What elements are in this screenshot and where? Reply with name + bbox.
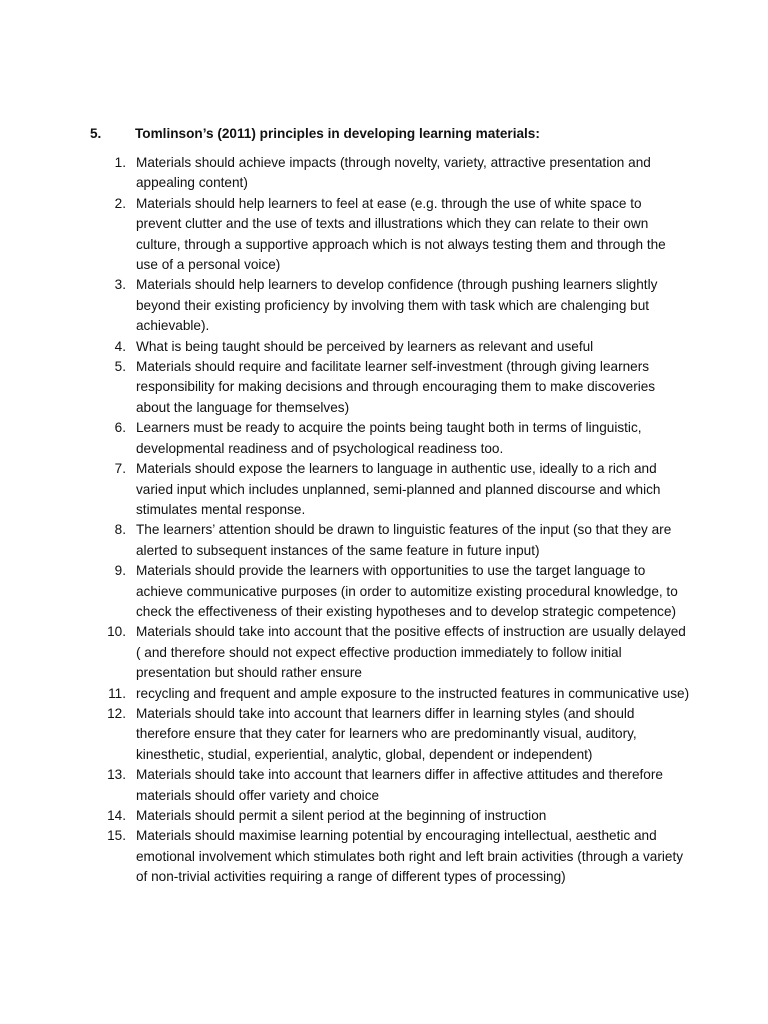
list-item [100, 806, 690, 826]
list-item-number: 14. [107, 808, 126, 823]
list-item-text: Materials should take into account that learners differ in affective attitudes and therefore materials should offer variety and choice [136, 767, 663, 803]
list-item-text: Materials should help learners to feel at ease (e.g. through the use of white space to prevent clutter and the use of texts and illustrations which they can relate to their own culture, through a supportive approach which is not always testing them and through the use of a personal voice) [136, 195, 666, 273]
list-item-text: Materials should require and facilitate learner self-investment (through giving learners responsibility for making decisions and through encouraging them to make discoveries about the language for themselves) [136, 359, 656, 415]
list-item-text: Materials should expose the learners to language in authentic use, ideally to a rich and varied input which includes unplanned, semi-planned and planned discourse and which stimulates mental response. [136, 461, 661, 517]
list-item-text: Learners must be ready to acquire the points being taught both in terms of linguistic, developmental readiness and of psychological readiness too. [136, 420, 642, 456]
list-item [100, 418, 690, 459]
list-item-text: Materials should achieve impacts (through novelty, variety, attractive presentation and appealing content) [136, 155, 651, 191]
list-item-text: Materials should help learners to develop confidence (through pushing learners slightly beyond their existing proficiency by involving them with task which are chalenging but achievable). [136, 277, 658, 334]
list-item [100, 684, 690, 704]
list-item-number: 12. [107, 705, 126, 721]
list-item [100, 153, 690, 194]
list-item-number: 9. [114, 563, 126, 579]
list-item-text: Materials should provide the learners with opportunities to use the target language to achieve communicative purposes (in order to automitize existing procedural knowledge, to check the effectiveness of their existing hypotheses and to develop strategic competence) [136, 563, 678, 619]
list-item [100, 826, 690, 887]
list-item [100, 561, 690, 622]
list-item [100, 704, 690, 765]
list-item-text: Materials should take into account that the positive effects of instruction are usually delayed ( and therefore should not expect effective production immediately to follow initial presentation but should rather ensure [136, 624, 686, 681]
list-item-number: 10. [107, 624, 126, 640]
list-item [100, 194, 690, 276]
list-item-number: 7. [114, 461, 126, 477]
section-number: 5. [90, 126, 102, 141]
list-item [100, 459, 690, 520]
list-item-number: 8. [114, 522, 126, 538]
list-item-text: recycling and frequent and ample exposure to the instructed features in communicative use) [136, 685, 690, 701]
list-item [100, 357, 690, 418]
section-title: Tomlinson’s (2011) principles in developing learning materials: [135, 126, 540, 141]
list-item [100, 275, 690, 336]
list-item-text: Materials should maximise learning potential by encouraging intellectual, aesthetic and emotional involvement which stimulates both right and left brain activities (through a variety of non-trivial activities requiring a range of different types of processing) [136, 828, 684, 885]
list-item-number: 4. [114, 338, 126, 354]
list-item [100, 337, 690, 357]
list-item-number: 15. [107, 828, 126, 844]
list-item [100, 622, 690, 683]
list-item [100, 520, 690, 561]
principles-list [100, 153, 690, 888]
list-item-text: The learners’ attention should be drawn to linguistic features of the input (so that they are alerted to subsequent instances of the same feature in future input) [136, 522, 672, 558]
list-item-text: What is being taught should be perceived by learners as relevant and useful [136, 338, 594, 354]
list-item-number: 2. [114, 195, 126, 211]
list-item-text: Materials should take into account that learners differ in learning styles (and should therefore ensure that they cater for learners who are predominantly visual, auditory, kinesthetic, studial, experiential, analytic, global, dependent or independent) [136, 705, 637, 762]
list-item-number: 1. [114, 155, 126, 170]
list-item-number: 13. [107, 767, 126, 783]
list-item-text: Materials should permit a silent period at the beginning of instruction [136, 808, 547, 823]
list-item-number: 3. [114, 277, 126, 293]
list-item [100, 765, 690, 806]
list-item-number: 5. [114, 359, 126, 375]
list-item-number: 6. [114, 420, 126, 436]
list-item-number: 11. [108, 685, 126, 701]
